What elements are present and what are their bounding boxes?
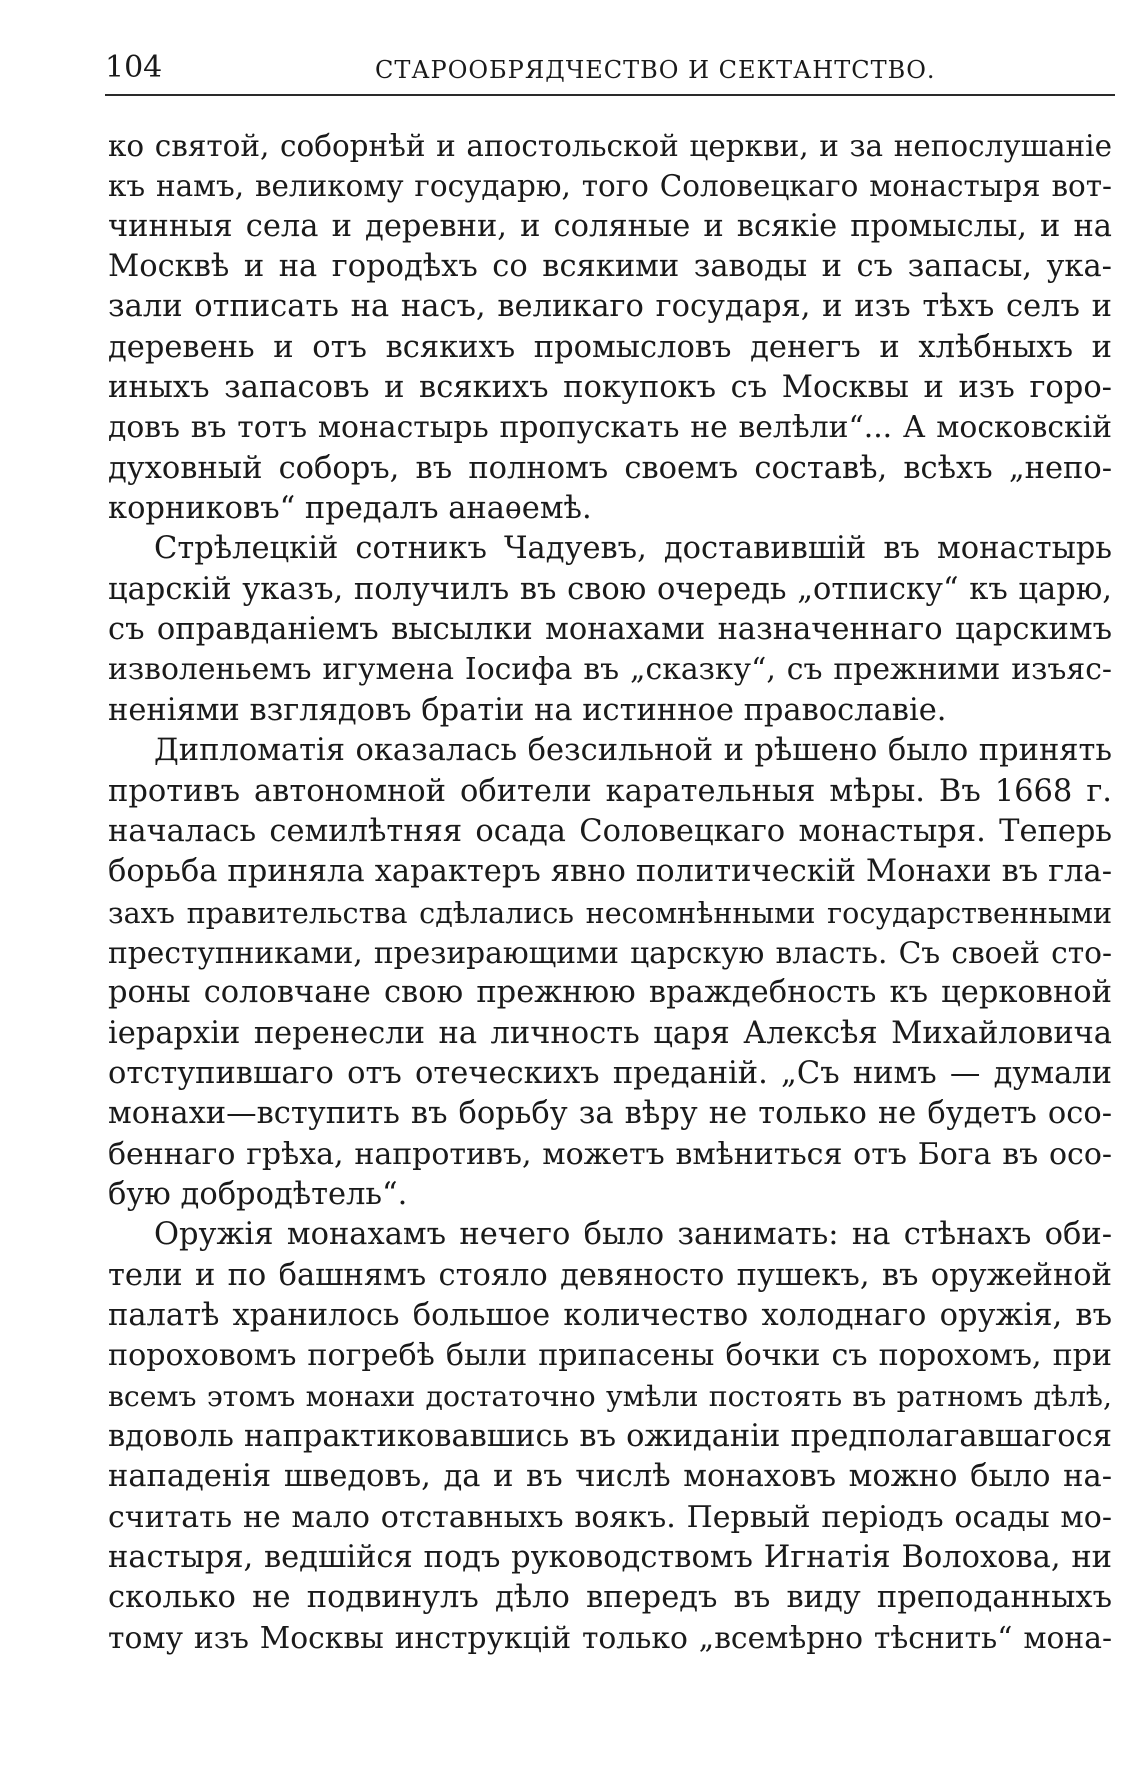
text-line: палатѣ хранилось большое количество холоднаго оружія, въ xyxy=(108,1297,1112,1333)
text-line: отступившаго отъ отеческихъ преданій. „Съ нимъ — думали xyxy=(108,1055,1112,1091)
text-line: духовный соборъ, въ полномъ своемъ составѣ, всѣхъ „непо- xyxy=(108,450,1112,486)
body-text xyxy=(108,126,1112,1659)
text-line: иныхъ запасовъ и всякихъ покупокъ съ Москвы и изъ горо- xyxy=(108,370,1112,406)
paragraph-first-line: Дипломатія оказалась безсильной и рѣшено было принять xyxy=(154,733,1112,769)
text-line: настыря, ведшійся подъ руководствомъ Игнатія Волохова, ни xyxy=(108,1540,1112,1576)
text-line: довъ въ тотъ монастырь пропускать не велѣли“... А московскій xyxy=(108,410,1112,446)
text-line: монахи—вступить въ борьбу за вѣру не только не будетъ осо- xyxy=(108,1096,1112,1132)
text-line: роны соловчане свою прежнюю враждебность къ церковной xyxy=(108,975,1112,1011)
text-line: къ намъ, великому государю, того Соловецкаго монастыря вот- xyxy=(108,169,1112,204)
text-line: пороховомъ погребѣ были припасены бочки съ порохомъ, при xyxy=(108,1338,1112,1374)
text-line: нападенія шведовъ, да и въ числѣ монаховъ можно было на- xyxy=(108,1459,1112,1495)
text-line: вдоволь напрактиковавшись въ ожиданіи предполагавшагося xyxy=(108,1419,1112,1454)
text-line: беннаго грѣха, напротивъ, можетъ вмѣниться отъ Бога въ осо- xyxy=(108,1136,1112,1172)
paragraph-first-line: Стрѣлецкій сотникъ Чадуевъ, доставившій въ монастырь xyxy=(154,531,1112,567)
text-line: захъ правительства сдѣлались несомнѣнными государственными xyxy=(108,895,1112,930)
text-line: преступниками, презирающими царскую власть. Съ своей сто- xyxy=(108,934,1112,970)
text-line: Москвѣ и на городѣхъ со всякими заводы и съ запасы, ука- xyxy=(108,249,1112,285)
text-line: изволеньемъ игумена Іосифа въ „сказку“, съ прежними изъяс- xyxy=(108,652,1112,688)
running-title: СТАРООБРЯДЧЕСТВО И СЕКТАНТСТВО. xyxy=(375,56,936,84)
text-line: чинныя села и деревни, и соляные и всякіе промыслы, и на xyxy=(108,208,1112,244)
text-line: іерархіи перенесли на личность царя Алексѣя Михайловича xyxy=(108,1015,1112,1051)
text-line: съ оправданіемъ высылки монахами назначеннаго царскимъ xyxy=(108,612,1112,648)
text-line: деревень и отъ всякихъ промысловъ денегъ и хлѣбныхъ и xyxy=(108,329,1112,365)
paragraph-first-line: Оружія монахамъ нечего было занимать: на стѣнахъ оби- xyxy=(154,1217,1112,1253)
text-line: началась семилѣтняя осада Соловецкаго монастыря. Теперь xyxy=(108,813,1112,849)
text-line: тели и по башнямъ стояло девяносто пушекъ, въ оружейной xyxy=(108,1257,1112,1293)
text-line: корниковъ“ предалъ анаѳемѣ. xyxy=(108,491,592,527)
text-line: всемъ этомъ монахи достаточно умѣли постоять въ ратномъ дѣлѣ, xyxy=(108,1379,1112,1413)
text-line: тому изъ Москвы инструкцій только „всемѣрно тѣснить“ мона- xyxy=(108,1620,1112,1656)
running-head xyxy=(105,48,1115,88)
text-line: царскій указъ, получилъ въ свою очередь „отписку“ къ царю, xyxy=(108,571,1112,607)
text-line: неніями взглядовъ братіи на истинное православіе. xyxy=(108,692,947,728)
text-line: считать не мало отставныхъ воякъ. Первый періодъ осады мо- xyxy=(108,1499,1112,1535)
text-line: ко святой, соборнѣй и апостольской церкви, и за непослушаніе xyxy=(108,129,1112,163)
text-line: противъ автономной обители карательныя мѣры. Въ 1668 г. xyxy=(108,773,1112,809)
text-line: сколько не подвинулъ дѣло впередъ въ виду преподанныхъ xyxy=(108,1580,1112,1616)
header-rule xyxy=(105,94,1115,96)
text-line: зали отписать на насъ, великаго государя, и изъ тѣхъ селъ и xyxy=(108,289,1112,325)
text-line: бую добродѣтель“. xyxy=(108,1176,408,1212)
page-number: 104 xyxy=(105,50,163,85)
text-line: борьба приняла характеръ явно политическій Монахи въ гла- xyxy=(108,854,1112,890)
